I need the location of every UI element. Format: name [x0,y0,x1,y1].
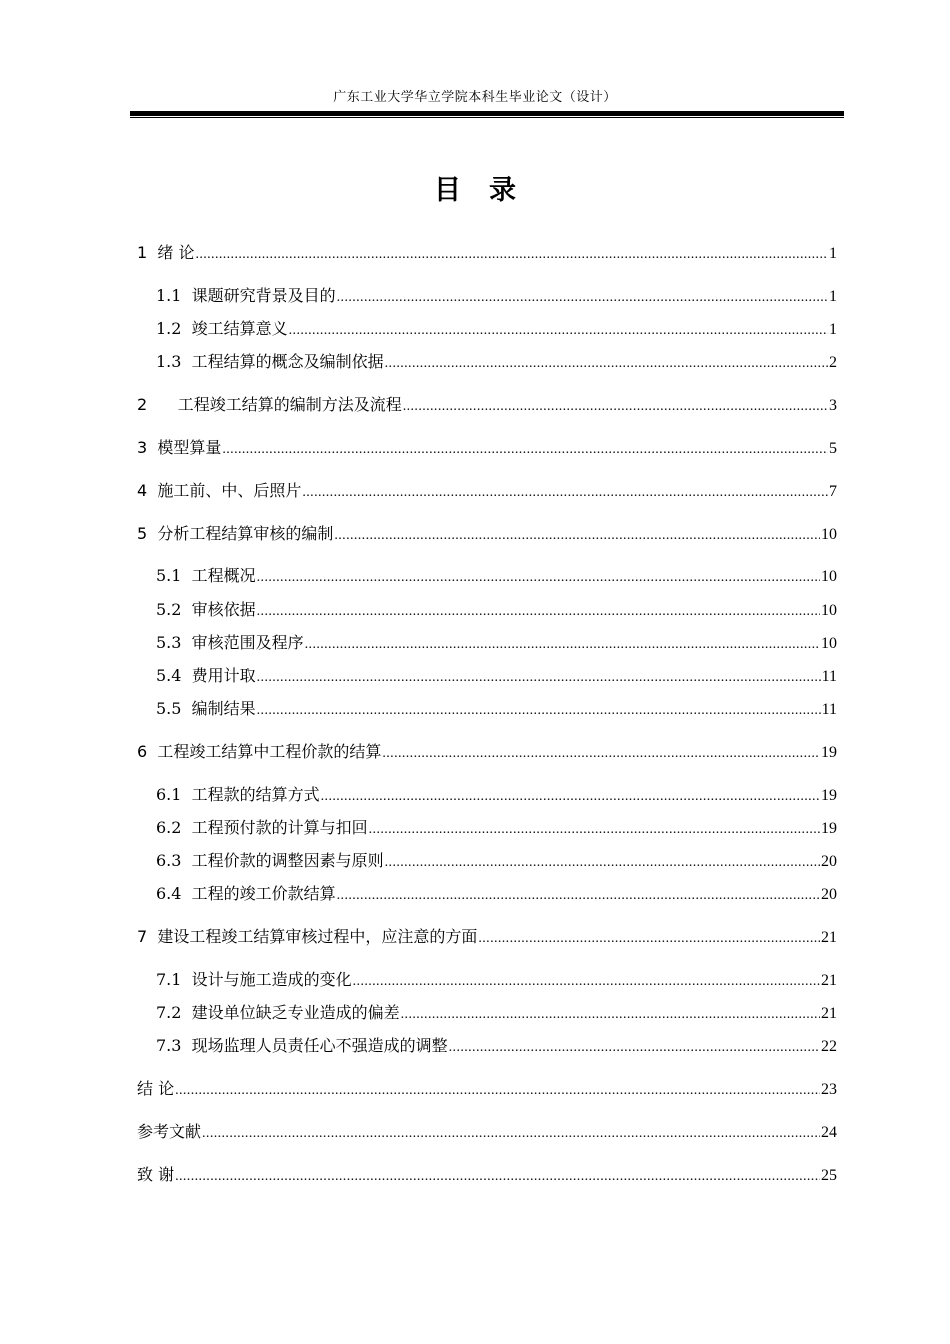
toc-entry-label: 模型算量 [157,438,222,457]
toc-entry[interactable] [156,284,837,308]
toc-entry-page: 20 [821,853,837,870]
toc-leader-dots [369,818,820,842]
toc-leader-dots [321,785,820,809]
toc-entry-label: 工程结算的概念及编制依据 [191,352,384,371]
toc-leader-dots [175,1165,820,1189]
toc-entry[interactable] [137,1077,837,1101]
toc-entry[interactable] [156,317,837,341]
toc-entry[interactable] [137,925,837,949]
toc-entry-page: 1 [829,321,837,338]
toc-entry-label: 工程价款的调整因素与原则 [191,851,384,870]
toc-leader-dots [305,633,820,657]
page-header: 广东工业大学华立学院本科生毕业论文（设计） [333,90,617,105]
toc-entry-label: 审核依据 [191,600,256,619]
toc-entry-page: 10 [821,526,837,543]
toc-leader-dots [337,286,828,310]
toc-entry-label: 费用计取 [191,666,256,685]
toc-entry[interactable] [156,816,837,840]
toc-entry-number: 3 [137,438,158,457]
toc-leader-dots [449,1036,820,1060]
toc-entry-page: 11 [821,668,837,685]
toc-entry-page: 10 [821,568,837,585]
toc-entry-page: 19 [821,820,837,837]
toc-entry[interactable] [156,968,837,992]
toc-entry-page: 22 [821,1038,837,1055]
toc-entry-label: 建设单位缺乏专业造成的偏差 [191,1003,400,1022]
toc-entry-page: 21 [821,1005,837,1022]
toc-entry-label: 建设工程竣工结算审核过程中，应注意的方面 [157,927,478,946]
toc-leader-dots [257,699,821,723]
toc-entry[interactable] [156,783,837,807]
toc-leader-dots [222,438,828,462]
toc-entry-label: 工程概况 [191,566,256,585]
toc-entry-label: 致 谢 [137,1165,175,1184]
toc-entry-number: 7.2 [156,1003,192,1022]
header-rule-thin [130,117,844,118]
toc-leader-dots [257,566,820,590]
toc-entry-label: 结 论 [137,1079,175,1098]
toc-entry-page: 7 [829,483,837,500]
toc-entry-label: 工程款的结算方式 [191,785,320,804]
toc-entry-number: 7.3 [156,1036,192,1055]
toc-entry-label: 参考文献 [137,1122,202,1141]
toc-entry[interactable] [137,740,837,764]
toc-entry[interactable] [137,1163,837,1187]
toc-entry-number: 1.2 [156,319,192,338]
toc-entry-label: 工程预付款的计算与扣回 [191,818,368,837]
toc-leader-dots [353,970,820,994]
toc-entry-number: 2 [137,395,178,414]
toc-entry-page: 2 [829,354,837,371]
toc-entry-number: 6 [137,742,158,761]
toc-leader-dots [202,1122,820,1146]
toc-entry[interactable] [156,1001,837,1025]
toc-entry-label: 设计与施工造成的变化 [191,970,352,989]
toc-entry[interactable] [156,697,837,721]
toc-entry-label: 工程竣工结算的编制方法及流程 [177,395,402,414]
toc-entry-page: 10 [821,635,837,652]
toc-entry-number: 6.2 [156,818,192,837]
toc-leader-dots [175,1079,820,1103]
toc-leader-dots [385,851,820,875]
header-rule-thick [130,111,844,116]
toc-entry-page: 23 [821,1081,837,1098]
toc-entry-label: 分析工程结算审核的编制 [157,524,334,543]
toc-entry-label: 编制结果 [191,699,256,718]
toc-entry-page: 1 [829,288,837,305]
toc-entry[interactable] [156,849,837,873]
toc-entry[interactable] [156,631,837,655]
toc-entry-number: 5.5 [156,699,192,718]
toc-entry-number: 6.1 [156,785,192,804]
toc-leader-dots [478,927,820,951]
toc-entry[interactable] [156,564,837,588]
toc-leader-dots [385,352,828,376]
toc-entry[interactable] [156,598,837,622]
toc-entry-page: 24 [821,1124,837,1141]
toc-entry-label: 绪 论 [157,243,195,262]
toc-entry-label: 工程的竣工价款结算 [191,884,336,903]
toc-entry-number: 5 [137,524,158,543]
toc-entry-number: 5.1 [156,566,192,585]
toc-entry-label: 施工前、中、后照片 [157,481,302,500]
toc-entry-page: 20 [821,886,837,903]
toc-entry-page: 25 [821,1167,837,1184]
toc-entry-number: 6.4 [156,884,192,903]
toc-entry-page: 19 [821,787,837,804]
toc-entry[interactable] [156,1034,837,1058]
toc-entry-page: 3 [829,397,837,414]
toc-entry-page: 21 [821,972,837,989]
toc-entry-page: 5 [829,440,837,457]
toc-leader-dots [382,742,820,766]
toc-leader-dots [401,1003,820,1027]
toc-entry-number: 6.3 [156,851,192,870]
toc-entry[interactable] [137,479,837,503]
toc-entry-page: 11 [821,701,837,718]
toc-entry-number: 7.1 [156,970,192,989]
toc-leader-dots [195,243,828,267]
toc-entry[interactable] [137,522,837,546]
toc-entry[interactable] [137,393,837,417]
toc-leader-dots [302,481,828,505]
toc-leader-dots [334,524,820,548]
toc-entry[interactable] [137,1120,837,1144]
toc-entry-label: 竣工结算意义 [191,319,288,338]
toc-entry-number: 7 [137,927,158,946]
toc-entry[interactable] [156,882,837,906]
toc-entry-label: 课题研究背景及目的 [191,286,336,305]
toc-entry-number: 5.3 [156,633,192,652]
toc-leader-dots [337,884,820,908]
toc-entry-number: 1 [137,243,158,262]
toc-entry-number: 5.4 [156,666,192,685]
toc-entry-label: 工程竣工结算中工程价款的结算 [157,742,382,761]
toc-entry-number: 4 [137,481,158,500]
toc-leader-dots [257,600,820,624]
toc-leader-dots [403,395,828,419]
toc-entry-page: 10 [821,602,837,619]
toc-entry-page: 21 [821,929,837,946]
toc-entry[interactable] [156,350,837,374]
toc-entry[interactable] [156,664,837,688]
toc-leader-dots [289,319,828,343]
toc-entry-label: 现场监理人员责任心不强造成的调整 [191,1036,448,1055]
toc-entry-number: 5.2 [156,600,192,619]
toc-title: 目录 [434,175,544,206]
toc-entry[interactable] [137,436,837,460]
toc-entry-number: 1.3 [156,352,192,371]
toc-entry[interactable] [137,241,837,265]
toc-entry-page: 1 [829,245,837,262]
toc-entry-page: 19 [821,744,837,761]
toc-entry-number: 1.1 [156,286,192,305]
toc-leader-dots [257,666,821,690]
toc-entry-label: 审核范围及程序 [191,633,304,652]
